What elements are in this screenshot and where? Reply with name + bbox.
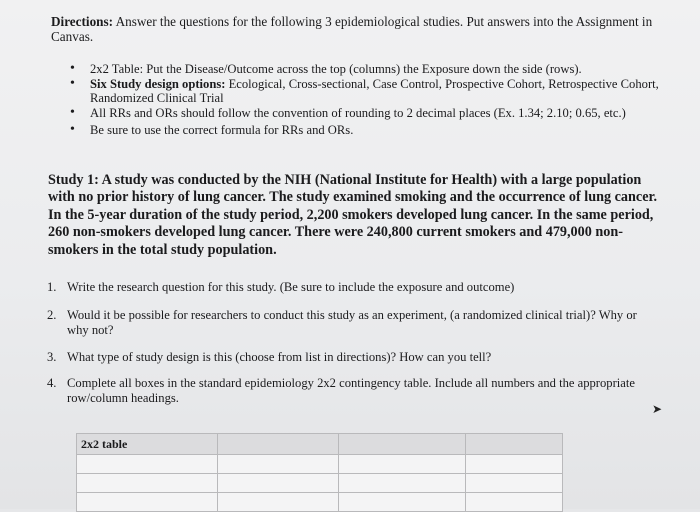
table-cell[interactable] bbox=[339, 434, 466, 455]
table-cell[interactable] bbox=[77, 474, 218, 493]
table-cell[interactable] bbox=[218, 474, 339, 493]
bullet-lead: Six Study design options: bbox=[90, 76, 226, 91]
question-item bbox=[47, 308, 657, 338]
directions-label: Directions: bbox=[51, 14, 114, 29]
table-cell[interactable] bbox=[218, 455, 339, 474]
table-row bbox=[77, 474, 563, 493]
question-number: 4. bbox=[47, 376, 57, 390]
bullet-item: • Be sure to use the correct formula for RRs and ORs. bbox=[70, 123, 670, 138]
directions-text: Answer the questions for the following 3 epidemiological studies. Put answers into the Assignment in Canvas. bbox=[51, 14, 653, 44]
question-text: Write the research question for this study. (Be sure to include the exposure and outcome) bbox=[67, 280, 515, 294]
table-cell[interactable] bbox=[466, 474, 563, 493]
bullet-item: • 2x2 Table: Put the Disease/Outcome across the top (columns) the Exposure down the side (rows). bbox=[70, 62, 670, 77]
study-description: Study 1: A study was conducted by the NIH (National Institute for Health) with a large population with no prior history of lung cancer. The study examined smoking and the occurrence of lung cancer. In the 5-year duration of the study period, 2,200 smokers developed lung cancer. In the same period, 260 non-smokers developed lung cancer. There were 240,800 current smokers and 479,000 non-smokers in the total study population. bbox=[48, 172, 658, 258]
mouse-cursor-icon: ➤ bbox=[652, 402, 663, 416]
question-item bbox=[47, 280, 657, 295]
contingency-table[interactable] bbox=[76, 433, 563, 512]
table-title-cell[interactable] bbox=[77, 434, 218, 455]
question-number: 3. bbox=[47, 350, 57, 364]
table-cell[interactable] bbox=[466, 455, 563, 474]
question-item bbox=[47, 376, 657, 406]
question-number: 1. bbox=[47, 280, 57, 294]
question-list bbox=[47, 280, 657, 406]
table-row bbox=[77, 434, 563, 455]
table-cell[interactable] bbox=[77, 455, 218, 474]
directions-paragraph bbox=[51, 14, 681, 44]
table-cell[interactable] bbox=[339, 455, 466, 474]
table-row bbox=[77, 455, 563, 474]
question-text: Would it be possible for researchers to conduct this study as an experiment, (a randomized clinical trial)? Why or why not? bbox=[67, 308, 637, 337]
question-number: 2. bbox=[47, 308, 57, 322]
directions-bullet-list bbox=[70, 62, 670, 138]
table-title: 2x2 table bbox=[81, 436, 128, 451]
bullet-item: • All RRs and ORs should follow the convention of rounding to 2 decimal places (Ex. 1.34; 2.10; 0.65, etc.) bbox=[70, 106, 670, 121]
question-item bbox=[47, 350, 657, 365]
table-cell[interactable] bbox=[339, 474, 466, 493]
bullet-item: • Six Study design options: Ecological, Cross-sectional, Case Control, Prospective Cohort, Retrospective Cohort, Randomized Clinical Trial bbox=[70, 77, 670, 106]
question-text: What type of study design is this (choose from list in directions)? How can you tell? bbox=[67, 350, 492, 364]
table-cell[interactable] bbox=[218, 434, 339, 455]
question-text: Complete all boxes in the standard epidemiology 2x2 contingency table. Include all numbers and the appropriate row/column headings. bbox=[67, 376, 635, 405]
table-cell[interactable] bbox=[466, 434, 563, 455]
